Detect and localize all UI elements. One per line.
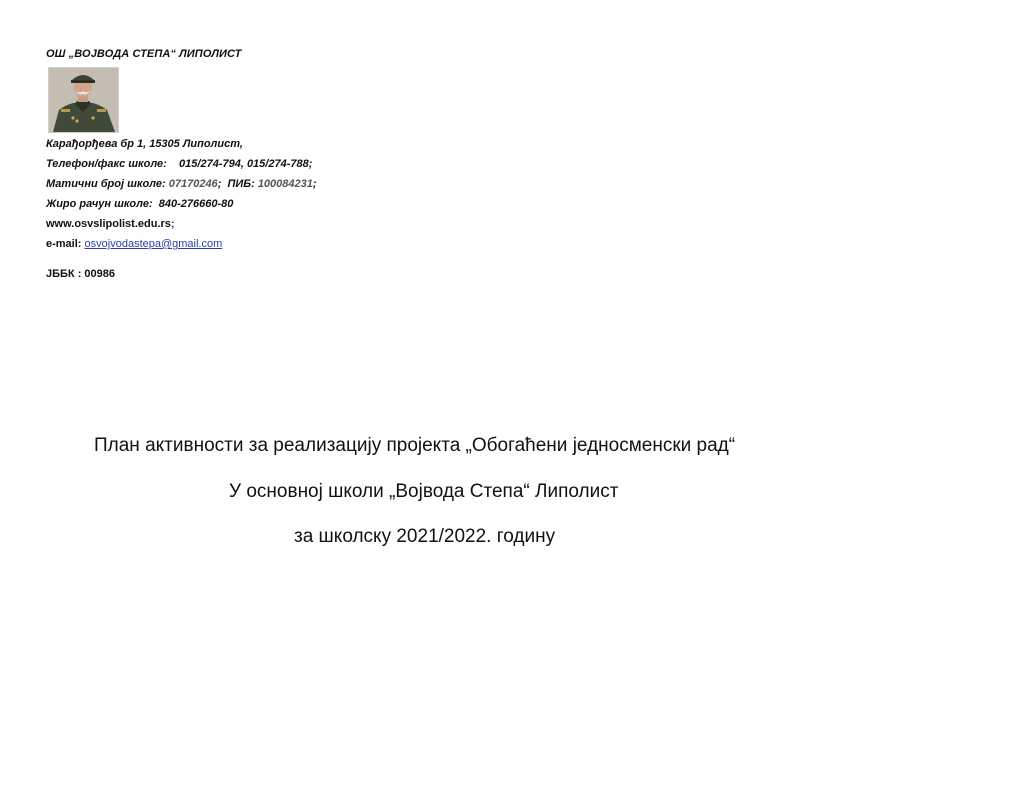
registration-line: Матични број школе: 07170246; ПИБ: 100084231; [46, 178, 317, 190]
email-line [46, 234, 466, 254]
registration-label: Матични број школе: [46, 178, 166, 190]
website-line [46, 214, 466, 234]
pib-value: 100084231 [257, 178, 313, 190]
pib-label: ПИБ: [227, 178, 255, 190]
account-line [46, 194, 466, 214]
document-title-line-2: У основној школи „Војвода Степа“ Липолист [229, 481, 619, 502]
email-link[interactable]: osvojvodastepa@gmail.com [84, 238, 223, 250]
account-label: Жиро рачун школе: [46, 198, 153, 210]
school-patron-portrait [48, 67, 119, 133]
website-semicolon: ; [170, 218, 175, 230]
school-header [46, 46, 466, 280]
document-title-line-1: План активности за реализацију пројекта „Обогаћени једносменски рад“ [94, 435, 736, 456]
school-name: ОШ „ВОЈВОДА СТЕПА“ ЛИПОЛИСТ [46, 48, 242, 60]
phone-label: Телефон/факс школе: [46, 158, 167, 170]
website-text: www.osvslipolist.edu.rs [46, 218, 171, 230]
document-title-line-3: за школску 2021/2022. годину [294, 526, 556, 547]
phone-value: 015/274-794, 015/274-788; [179, 158, 313, 170]
school-contact-info [46, 134, 466, 254]
address-text: Карађорђева бр 1, 15305 Липолист, [46, 138, 243, 150]
address-line [46, 134, 466, 154]
account-value: 840-276660-80 [158, 198, 234, 210]
phone-line [46, 154, 466, 174]
jbbk-line: ЈББК : 00986 [46, 268, 116, 280]
email-label: e-mail: [46, 238, 82, 250]
registration-value: 07170246 [168, 178, 218, 190]
